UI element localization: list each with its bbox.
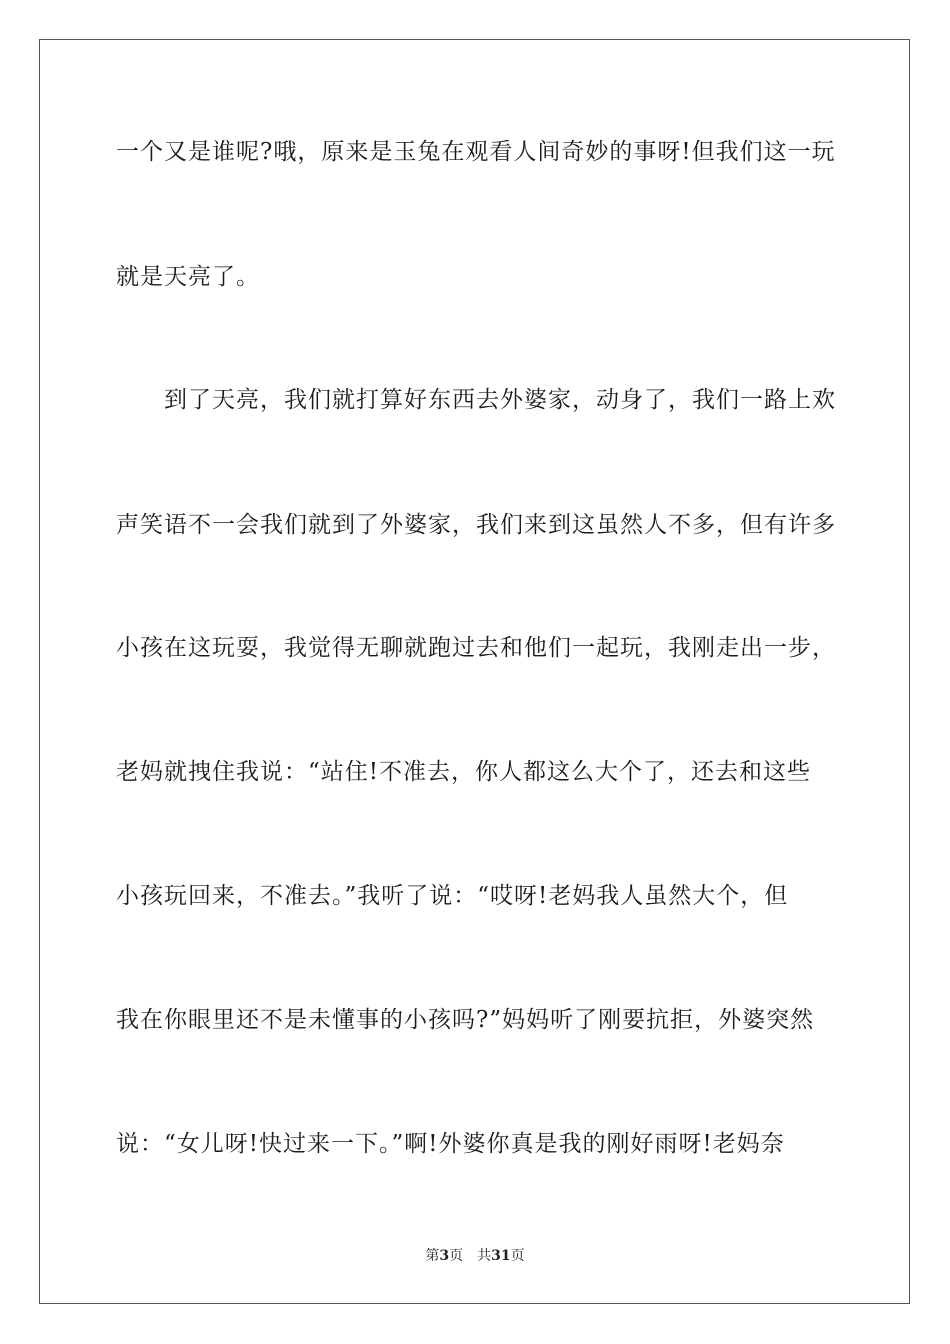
text-line: 我在你眼里还不是未懂事的小孩吗?”妈妈听了刚要抗拒，外婆突然 (116, 1007, 815, 1033)
text-line: 一个又是谁呢?哦，原来是玉兔在观看人间奇妙的事呀!但我们这一玩 (116, 139, 836, 165)
text-line: 老妈就拽住我说：“站住!不准去，你人都这么大个了，还去和这些 (116, 759, 812, 785)
text-line: 声笑语不一会我们就到了外婆家，我们来到这虽然人不多，但有许多 (116, 512, 836, 538)
current-page-number: 3 (439, 1248, 450, 1264)
text-line: 小孩在这玩耍，我觉得无聊就跑过去和他们一起玩，我刚走出一步， (116, 635, 836, 661)
text-line: 说：“女儿呀!快过来一下。”啊!外婆你真是我的刚好雨呀!老妈奈 (116, 1131, 785, 1157)
page-suffix: 页 (449, 1248, 464, 1264)
text-line: 就是天亮了。 (116, 264, 260, 290)
paragraph-first-line: 到了天亮，我们就打算好东西去外婆家，动身了，我们一路上欢 (164, 387, 836, 413)
total-suffix: 页 (510, 1248, 525, 1264)
total-page-number: 31 (491, 1248, 511, 1264)
total-prefix: 共 (477, 1248, 492, 1264)
page-prefix: 第 (425, 1248, 440, 1264)
page-footer (0, 1247, 950, 1265)
text-line: 小孩玩回来，不准去。”我听了说：“哎呀!老妈我人虽然大个，但 (116, 883, 789, 909)
page-border (39, 39, 910, 1304)
